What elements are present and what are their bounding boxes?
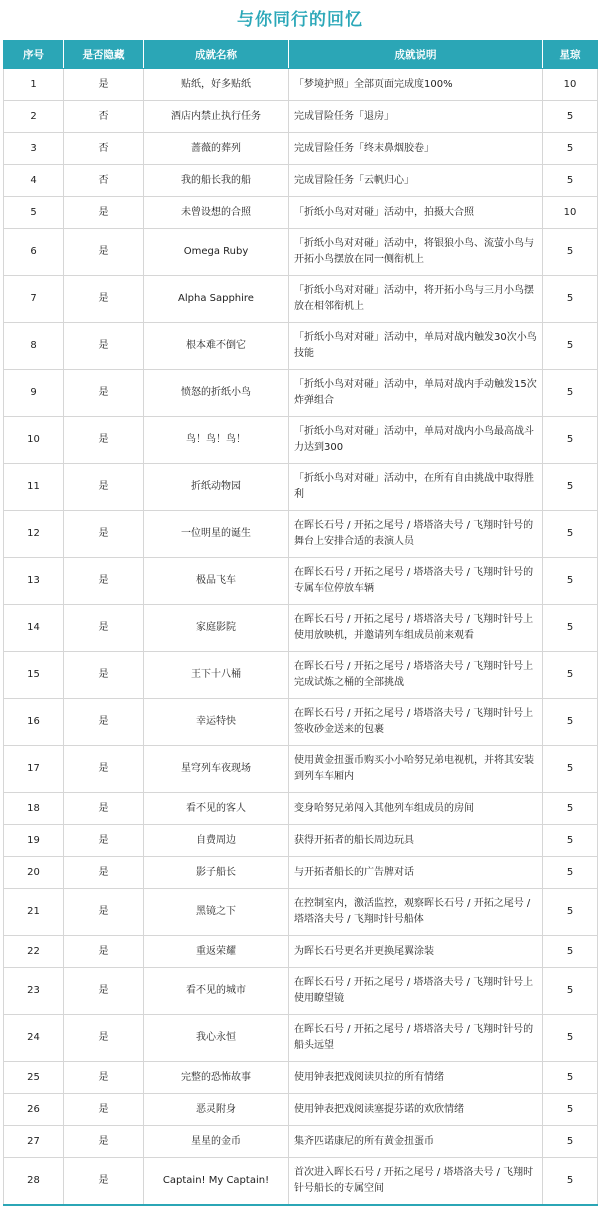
cell-stellar-jade: 5 — [543, 746, 598, 793]
cell-stellar-jade: 5 — [543, 464, 598, 511]
cell-achievement-name: 看不见的客人 — [144, 793, 289, 825]
header-hidden: 是否隐藏 — [64, 41, 144, 69]
cell-achievement-description: 在晖长石号 / 开拓之尾号 / 塔塔洛夫号 / 飞翔时针号的舞台上安排合适的表演人员 — [289, 511, 543, 558]
cell-hidden: 是 — [64, 889, 144, 936]
cell-hidden: 是 — [64, 464, 144, 511]
cell-stellar-jade: 5 — [543, 133, 598, 165]
header-achievement-description: 成就说明 — [289, 41, 543, 69]
table-row — [4, 133, 598, 165]
cell-achievement-name: 看不见的城市 — [144, 968, 289, 1015]
cell-stellar-jade: 5 — [543, 165, 598, 197]
cell-index: 9 — [4, 370, 64, 417]
cell-achievement-name: Alpha Sapphire — [144, 276, 289, 323]
table-row — [4, 793, 598, 825]
cell-achievement-name: 幸运特快 — [144, 699, 289, 746]
header-achievement-name: 成就名称 — [144, 41, 289, 69]
cell-achievement-description: 在晖长石号 / 开拓之尾号 / 塔塔洛夫号 / 飞翔时针号上签收砂金送来的包裹 — [289, 699, 543, 746]
cell-stellar-jade: 10 — [543, 197, 598, 229]
cell-achievement-description: 「梦境护照」全部页面完成度100% — [289, 69, 543, 101]
cell-stellar-jade: 5 — [543, 229, 598, 276]
table-row — [4, 605, 598, 652]
table-row — [4, 936, 598, 968]
cell-stellar-jade: 5 — [543, 1094, 598, 1126]
cell-achievement-description: 在控制室内，激活监控，观察晖长石号 / 开拓之尾号 / 塔塔洛夫号 / 飞翔时针号船体 — [289, 889, 543, 936]
cell-stellar-jade: 5 — [543, 793, 598, 825]
cell-achievement-name: 星穹列车夜现场 — [144, 746, 289, 793]
table-row — [4, 1158, 598, 1206]
cell-achievement-description: 「折纸小鸟对对碰」活动中，单局对战内触发30次小鸟技能 — [289, 323, 543, 370]
cell-hidden: 是 — [64, 1015, 144, 1062]
cell-stellar-jade: 5 — [543, 936, 598, 968]
cell-stellar-jade: 5 — [543, 889, 598, 936]
cell-index: 11 — [4, 464, 64, 511]
cell-hidden: 是 — [64, 323, 144, 370]
table-row — [4, 1015, 598, 1062]
cell-index: 17 — [4, 746, 64, 793]
cell-achievement-name: 黑镜之下 — [144, 889, 289, 936]
table-row — [4, 197, 598, 229]
cell-hidden: 是 — [64, 857, 144, 889]
cell-index: 4 — [4, 165, 64, 197]
table-row — [4, 1126, 598, 1158]
cell-achievement-name: 蔷薇的葬列 — [144, 133, 289, 165]
cell-hidden: 是 — [64, 229, 144, 276]
cell-index: 16 — [4, 699, 64, 746]
cell-stellar-jade: 5 — [543, 857, 598, 889]
cell-index: 27 — [4, 1126, 64, 1158]
cell-achievement-name: 王下十八桶 — [144, 652, 289, 699]
table-row — [4, 370, 598, 417]
cell-hidden: 是 — [64, 370, 144, 417]
cell-hidden: 是 — [64, 511, 144, 558]
cell-achievement-description: 「折纸小鸟对对碰」活动中，拍摄大合照 — [289, 197, 543, 229]
cell-achievement-description: 使用钟表把戏阅读贝拉的所有情绪 — [289, 1062, 543, 1094]
cell-hidden: 是 — [64, 936, 144, 968]
cell-hidden: 否 — [64, 165, 144, 197]
cell-achievement-name: Omega Ruby — [144, 229, 289, 276]
cell-achievement-name: 极品飞车 — [144, 558, 289, 605]
cell-hidden: 是 — [64, 558, 144, 605]
cell-hidden: 是 — [64, 197, 144, 229]
cell-achievement-name: 家庭影院 — [144, 605, 289, 652]
cell-hidden: 是 — [64, 1126, 144, 1158]
cell-hidden: 是 — [64, 825, 144, 857]
cell-achievement-name: 自费周边 — [144, 825, 289, 857]
cell-achievement-description: 与开拓者船长的广告牌对话 — [289, 857, 543, 889]
cell-achievement-name: 完整的恐怖故事 — [144, 1062, 289, 1094]
cell-stellar-jade: 5 — [543, 511, 598, 558]
header-stellar-jade: 星琼 — [543, 41, 598, 69]
cell-stellar-jade: 5 — [543, 968, 598, 1015]
cell-achievement-name: 影子船长 — [144, 857, 289, 889]
cell-index: 13 — [4, 558, 64, 605]
cell-stellar-jade: 5 — [543, 1015, 598, 1062]
cell-stellar-jade: 5 — [543, 370, 598, 417]
cell-hidden: 是 — [64, 699, 144, 746]
cell-achievement-name: 我心永恒 — [144, 1015, 289, 1062]
cell-achievement-description: 变身哈努兄弟闯入其他列车组成员的房间 — [289, 793, 543, 825]
cell-hidden: 否 — [64, 101, 144, 133]
cell-stellar-jade: 5 — [543, 323, 598, 370]
cell-achievement-name: 恶灵附身 — [144, 1094, 289, 1126]
cell-index: 20 — [4, 857, 64, 889]
cell-achievement-name: Captain! My Captain! — [144, 1158, 289, 1206]
cell-achievement-name: 鸟！鸟！鸟！ — [144, 417, 289, 464]
table-row — [4, 558, 598, 605]
cell-index: 8 — [4, 323, 64, 370]
cell-stellar-jade: 5 — [543, 699, 598, 746]
cell-achievement-description: 「折纸小鸟对对碰」活动中，单局对战内小鸟最高战斗力达到300 — [289, 417, 543, 464]
page-title: 与你同行的回忆 — [237, 10, 363, 30]
table-row — [4, 101, 598, 133]
cell-stellar-jade: 5 — [543, 276, 598, 323]
cell-achievement-description: 集齐匹诺康尼的所有黄金扭蛋币 — [289, 1126, 543, 1158]
cell-achievement-description: 「折纸小鸟对对碰」活动中，将开拓小鸟与三月小鸟摆放在相邻衔机上 — [289, 276, 543, 323]
cell-hidden: 是 — [64, 968, 144, 1015]
cell-hidden: 是 — [64, 276, 144, 323]
table-row — [4, 1062, 598, 1094]
cell-stellar-jade: 5 — [543, 1126, 598, 1158]
cell-achievement-description: 使用黄金扭蛋币购买小小哈努兄弟电视机，并将其安装到列车车厢内 — [289, 746, 543, 793]
cell-hidden: 是 — [64, 793, 144, 825]
table-row — [4, 699, 598, 746]
cell-index: 19 — [4, 825, 64, 857]
table-row — [4, 652, 598, 699]
table-row — [4, 825, 598, 857]
table-row — [4, 276, 598, 323]
cell-stellar-jade: 5 — [543, 101, 598, 133]
cell-hidden: 是 — [64, 1094, 144, 1126]
cell-hidden: 是 — [64, 652, 144, 699]
cell-stellar-jade: 10 — [543, 69, 598, 101]
cell-achievement-description: 完成冒险任务「退房」 — [289, 101, 543, 133]
cell-hidden: 否 — [64, 133, 144, 165]
cell-hidden: 是 — [64, 746, 144, 793]
cell-achievement-description: 完成冒险任务「云帆归心」 — [289, 165, 543, 197]
table-body — [4, 69, 598, 1206]
cell-index: 23 — [4, 968, 64, 1015]
cell-index: 18 — [4, 793, 64, 825]
cell-achievement-name: 星星的金币 — [144, 1126, 289, 1158]
cell-achievement-description: 完成冒险任务「终末鼻烟胶卷」 — [289, 133, 543, 165]
cell-achievement-description: 在晖长石号 / 开拓之尾号 / 塔塔洛夫号 / 飞翔时针号的船头远望 — [289, 1015, 543, 1062]
cell-index: 6 — [4, 229, 64, 276]
cell-stellar-jade: 5 — [543, 1158, 598, 1206]
table-row — [4, 464, 598, 511]
cell-achievement-description: 在晖长石号 / 开拓之尾号 / 塔塔洛夫号 / 飞翔时针号的专属车位停放车辆 — [289, 558, 543, 605]
cell-index: 25 — [4, 1062, 64, 1094]
cell-index: 7 — [4, 276, 64, 323]
cell-achievement-description: 「折纸小鸟对对碰」活动中，在所有自由挑战中取得胜利 — [289, 464, 543, 511]
table-row — [4, 968, 598, 1015]
cell-stellar-jade: 5 — [543, 558, 598, 605]
cell-index: 24 — [4, 1015, 64, 1062]
table-row — [4, 889, 598, 936]
cell-hidden: 是 — [64, 1062, 144, 1094]
cell-achievement-name: 未曾设想的合照 — [144, 197, 289, 229]
cell-achievement-name: 重返荣耀 — [144, 936, 289, 968]
table-row — [4, 511, 598, 558]
cell-stellar-jade: 5 — [543, 825, 598, 857]
cell-achievement-description: 「折纸小鸟对对碰」活动中，单局对战内手动触发15次炸弹组合 — [289, 370, 543, 417]
cell-index: 28 — [4, 1158, 64, 1206]
cell-achievement-name: 我的船长我的船 — [144, 165, 289, 197]
cell-achievement-description: 在晖长石号 / 开拓之尾号 / 塔塔洛夫号 / 飞翔时针号上使用瞭望镜 — [289, 968, 543, 1015]
table-row — [4, 1094, 598, 1126]
cell-achievement-name: 一位明星的诞生 — [144, 511, 289, 558]
cell-index: 22 — [4, 936, 64, 968]
cell-stellar-jade: 5 — [543, 652, 598, 699]
cell-index: 12 — [4, 511, 64, 558]
cell-achievement-description: 首次进入晖长石号 / 开拓之尾号 / 塔塔洛夫号 / 飞翔时针号船长的专属空间 — [289, 1158, 543, 1206]
cell-index: 10 — [4, 417, 64, 464]
table-header-row — [4, 41, 598, 69]
cell-hidden: 是 — [64, 605, 144, 652]
cell-achievement-name: 根本难不倒它 — [144, 323, 289, 370]
cell-hidden: 是 — [64, 417, 144, 464]
table-row — [4, 69, 598, 101]
table-row — [4, 417, 598, 464]
cell-index: 5 — [4, 197, 64, 229]
cell-index: 14 — [4, 605, 64, 652]
cell-achievement-name: 贴纸，好多贴纸 — [144, 69, 289, 101]
cell-achievement-description: 「折纸小鸟对对碰」活动中，将银狼小鸟、流萤小鸟与开拓小鸟摆放在同一侧衔机上 — [289, 229, 543, 276]
header-index: 序号 — [4, 41, 64, 69]
cell-achievement-description: 在晖长石号 / 开拓之尾号 / 塔塔洛夫号 / 飞翔时针号上使用放映机，并邀请列车组成员前来观看 — [289, 605, 543, 652]
cell-achievement-description: 获得开拓者的船长周边玩具 — [289, 825, 543, 857]
cell-index: 15 — [4, 652, 64, 699]
cell-index: 21 — [4, 889, 64, 936]
cell-achievement-description: 为晖长石号更名并更换尾翼涂装 — [289, 936, 543, 968]
table-row — [4, 165, 598, 197]
cell-achievement-name: 折纸动物园 — [144, 464, 289, 511]
table-row — [4, 229, 598, 276]
cell-hidden: 是 — [64, 1158, 144, 1206]
cell-index: 26 — [4, 1094, 64, 1126]
cell-achievement-name: 愤怒的折纸小鸟 — [144, 370, 289, 417]
cell-index: 1 — [4, 69, 64, 101]
cell-index: 3 — [4, 133, 64, 165]
cell-hidden: 是 — [64, 69, 144, 101]
cell-achievement-description: 在晖长石号 / 开拓之尾号 / 塔塔洛夫号 / 飞翔时针号上完成试炼之桶的全部挑战 — [289, 652, 543, 699]
cell-stellar-jade: 5 — [543, 417, 598, 464]
cell-stellar-jade: 5 — [543, 1062, 598, 1094]
achievement-table — [3, 40, 598, 1206]
table-row — [4, 323, 598, 370]
table-row — [4, 857, 598, 889]
cell-stellar-jade: 5 — [543, 605, 598, 652]
cell-index: 2 — [4, 101, 64, 133]
cell-achievement-description: 使用钟表把戏阅读塞提芬诺的欢欣情绪 — [289, 1094, 543, 1126]
cell-achievement-name: 酒店内禁止执行任务 — [144, 101, 289, 133]
table-row — [4, 746, 598, 793]
